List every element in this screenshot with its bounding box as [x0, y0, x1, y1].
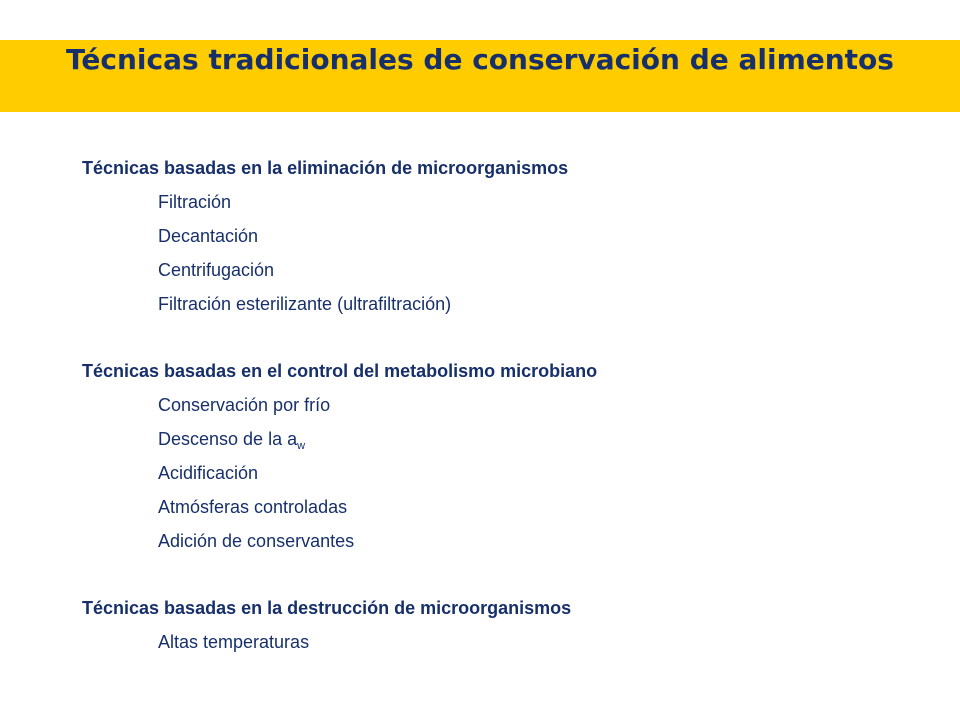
section-heading: Técnicas basadas en el control del metabolismo microbiano [82, 361, 598, 381]
slide-title: Técnicas tradicionales de conservación de alimentos [66, 43, 894, 76]
subscript-w: w [297, 440, 306, 452]
technique-list [82, 185, 902, 321]
slide-content [82, 152, 902, 693]
list-item: Filtración esterilizante (ultrafiltración) [158, 294, 452, 314]
list-item: Centrifugación [158, 260, 275, 280]
list-item: Altas temperaturas [158, 632, 310, 652]
list-item-water-activity [82, 422, 902, 456]
list-item: Acidificación [158, 463, 259, 483]
section-destruction [82, 592, 902, 659]
list-item: Decantación [158, 226, 259, 246]
list-item: Filtración [158, 192, 232, 212]
technique-list [82, 388, 902, 558]
list-item: Atmósferas controladas [158, 497, 348, 517]
list-item: Conservación por frío [158, 395, 331, 415]
section-elimination [82, 152, 902, 321]
list-item: Adición de conservantes [158, 531, 355, 551]
section-heading: Técnicas basadas en la eliminación de microorganismos [82, 158, 569, 178]
technique-list [82, 625, 902, 659]
list-item-text: Descenso de la a [158, 429, 298, 449]
section-metabolism-control [82, 355, 902, 558]
section-heading: Técnicas basadas en la destrucción de microorganismos [82, 598, 572, 618]
